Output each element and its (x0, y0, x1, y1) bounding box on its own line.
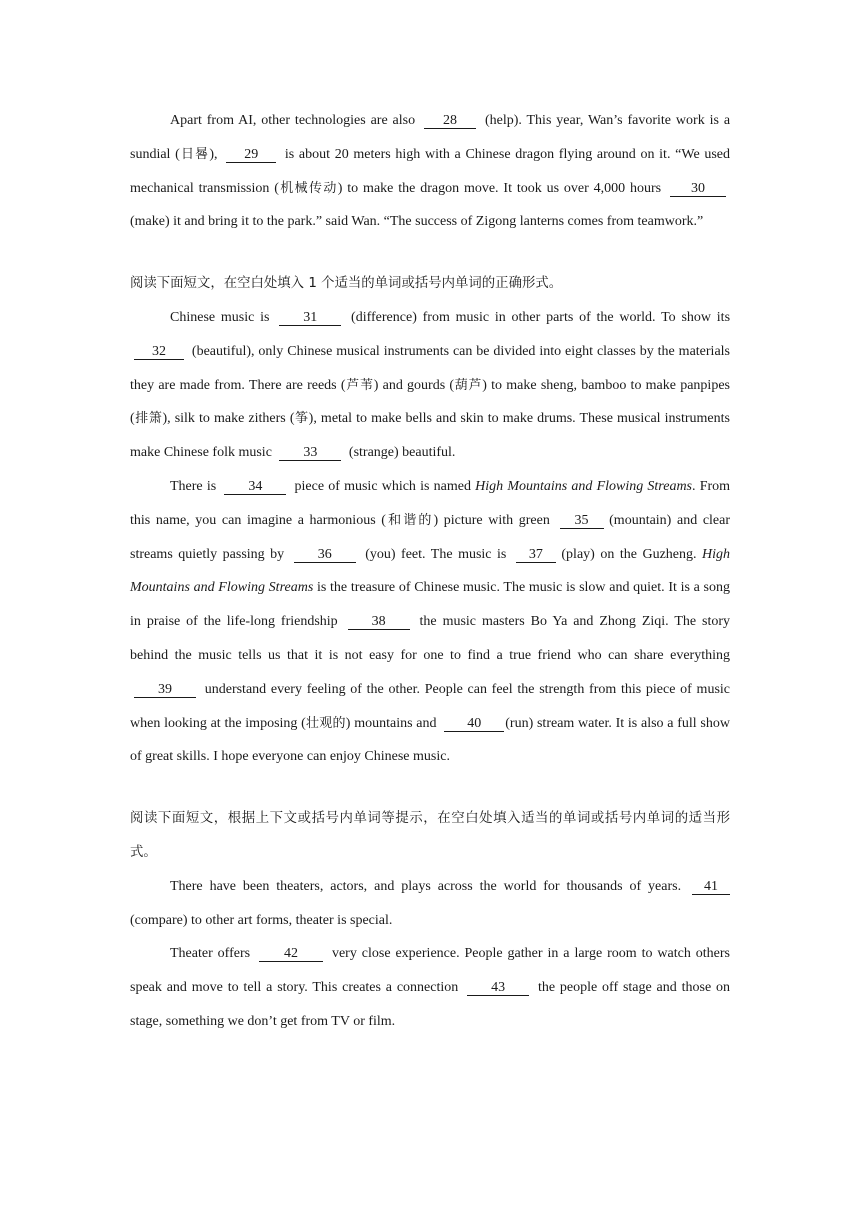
text-run: the people off stage and those on stage, something we don’t get from TV or film. (130, 980, 730, 1029)
text-run: Chinese music is (170, 309, 270, 325)
chinese-gloss: 筝 (294, 411, 309, 427)
text-run: understand every feeling of the other. People can feel the strength from this piece of music when looking at the imposing ( (130, 681, 730, 731)
chinese-gloss: 和谐的 (385, 512, 434, 528)
passage-paragraph-zigong (130, 104, 730, 239)
chinese-gloss: 日晷 (179, 146, 210, 162)
text-run: (run) stream water. It is also a full show of great skills. I hope everyone can enjoy Chinese music. (130, 715, 730, 765)
text-run: (you) feet. The music is (365, 546, 507, 562)
chinese-gloss: 葫芦 (454, 377, 483, 393)
answer-blank-30[interactable]: 30 (670, 181, 726, 197)
music-title: High Mountains and Flowing Streams (475, 478, 693, 494)
text-run: ) mountains and (345, 715, 437, 731)
answer-blank-37[interactable]: 37 (516, 547, 556, 563)
text-run: There is (170, 478, 217, 494)
answer-blank-43[interactable]: 43 (467, 980, 529, 996)
text-run: Theater offers (170, 946, 251, 962)
text-run: very close experience. People gather in a large room to watch others speak and move to tell a story. This creates a connection (130, 946, 730, 996)
answer-blank-38[interactable]: 38 (348, 614, 410, 630)
answer-blank-39[interactable]: 39 (134, 682, 196, 698)
passage-paragraph-theater-history (130, 870, 730, 938)
text-run: ), metal to make bells and skin to make drums. These musical instruments make Chinese folk music (130, 411, 730, 461)
answer-blank-35[interactable]: 35 (560, 513, 604, 529)
answer-blank-29[interactable]: 29 (226, 147, 276, 163)
text-run: ), (209, 146, 218, 162)
text-run: ) to make sheng, bamboo to make panpipes ( (130, 377, 730, 427)
text-run: ) and gourds ( (373, 377, 455, 393)
text-run: Apart from AI, other technologies are also (170, 113, 416, 128)
text-run: (difference) from music in other parts of the world. To show its (351, 309, 731, 325)
text-run: . From this name, you can imagine a harmonious ( (130, 478, 731, 528)
text-run: the music masters Bo Ya and Zhong Ziqi. The story behind the music tells us that it is not easy for one to find a true friend who can share everything (130, 614, 731, 663)
text-run: (mountain) and clear streams quietly passing by (130, 512, 731, 562)
section-spacer (130, 774, 730, 802)
answer-blank-28[interactable]: 28 (424, 113, 476, 129)
text-run: (play) on the Guzheng. (561, 546, 697, 562)
text-run: (compare) to other art forms, theater is special. (130, 912, 393, 928)
answer-blank-36[interactable]: 36 (294, 547, 356, 563)
answer-blank-31[interactable]: 31 (279, 310, 341, 326)
text-run: ), silk to make zithers ( (162, 411, 295, 427)
text-run: (beautiful), only Chinese musical instruments can be divided into eight classes by the materials they are made from. There are reeds ( (130, 343, 730, 393)
answer-blank-33[interactable]: 33 (279, 445, 341, 461)
answer-blank-32[interactable]: 32 (134, 344, 184, 360)
chinese-gloss: 壮观的 (305, 715, 346, 731)
text-run: ) picture with green (433, 512, 550, 528)
chinese-gloss: 机械传动 (278, 180, 338, 196)
answer-blank-34[interactable]: 34 (224, 479, 286, 495)
text-run: (strange) beautiful. (348, 445, 456, 461)
text-run: is about 20 meters high with a Chinese dragon flying around on it. “We used mechanical transmission ( (130, 146, 730, 196)
text-run: is the treasure of Chinese music. The music is slow and quiet. It is a song in praise of the life-long friendship (130, 580, 731, 630)
answer-blank-42[interactable]: 42 (259, 946, 323, 962)
chinese-gloss: 芦苇 (345, 377, 374, 393)
passage-paragraph-theater-experience (130, 937, 730, 1038)
section-instruction: 阅读下面短文，在空白处填入 1 个适当的单词或括号内单词的正确形式。 (130, 276, 563, 292)
answer-blank-41[interactable]: 41 (692, 879, 730, 895)
worksheet-page (130, 104, 730, 1039)
answer-blank-40[interactable]: 40 (444, 716, 504, 732)
passage-paragraph-chinese-music (130, 301, 730, 470)
section-spacer (130, 239, 730, 267)
chinese-gloss: 排箫 (134, 411, 163, 427)
section-instruction: 阅读下面短文，根据上下文或括号内单词等提示，在空白处填入适当的单词或括号内单词的适当形式。 (130, 811, 730, 860)
text-run: There have been theaters, actors, and plays across the world for thousands of years. (170, 878, 682, 894)
passage-paragraph-mountains-streams (130, 470, 730, 774)
text-run: (make) it and bring it to the park.” said Wan. “The success of Zigong lanterns comes from teamwork.” (130, 214, 704, 230)
music-title: High Mountains and Flowing Streams (130, 546, 731, 596)
text-run: ) to make the dragon move. It took us over 4,000 hours (337, 180, 662, 196)
text-run: (help). This year, Wan’s favorite work is a sundial ( (130, 113, 731, 162)
text-run: piece of music which is named (294, 478, 471, 494)
